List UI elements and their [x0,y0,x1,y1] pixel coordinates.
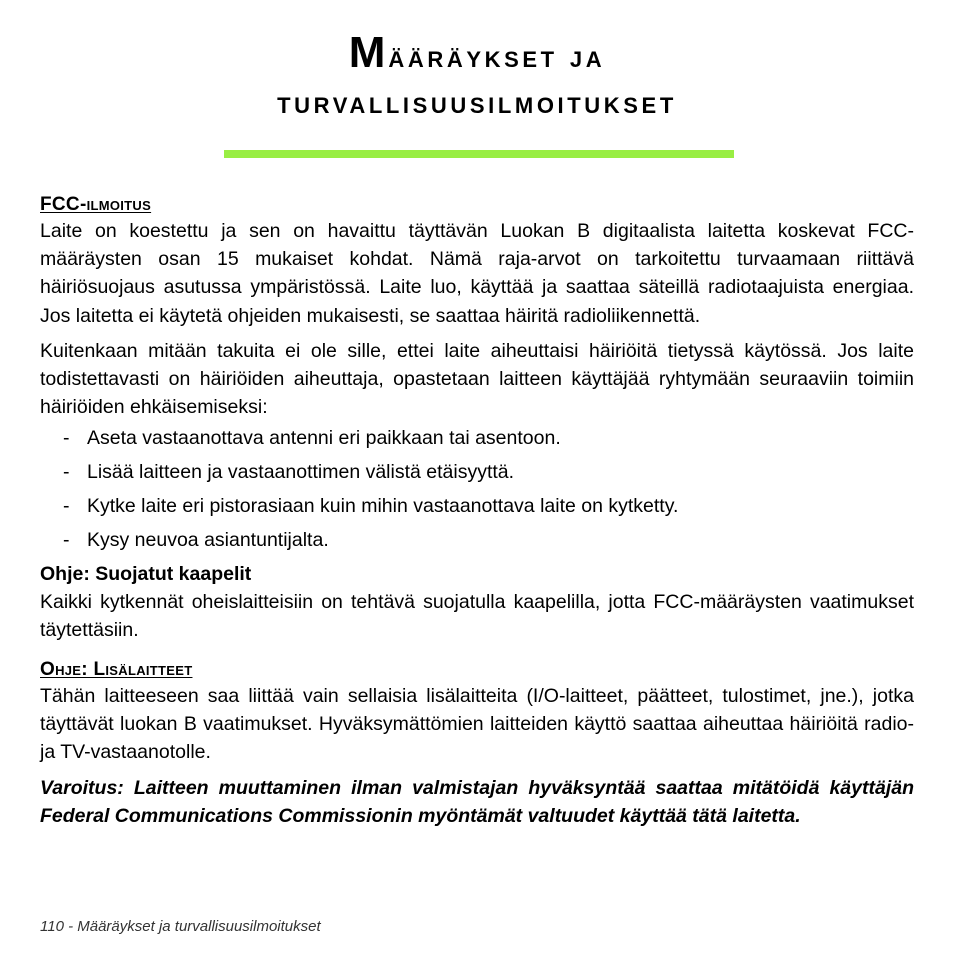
list-item [40,526,914,554]
list-item-text: Kytke laite eri pistorasiaan kuin mihin vastaanottava laite on kytketty. [87,495,679,518]
bullet-dash: - [63,461,70,484]
page-footer: 110 - Määräykset ja turvallisuusilmoitukset [40,918,321,935]
fcc-paragraph-3: Kaikki kytkennät oheislaitteisiin on tehtävä suojatulla kaapelilla, jotta FCC-määräysten vaatimukset täytettäsiin. [40,590,914,641]
bullet-dash: - [63,427,70,450]
list-item-text: Kysy neuvoa asiantuntijalta. [87,528,329,551]
list-item [40,458,914,486]
bullet-dash: - [63,495,70,518]
page-title-line-2: turvallisuusilmoitukset [277,85,677,120]
list-item-text: Aseta vastaanottava antenni eri paikkaan tai asentoon. [87,427,561,450]
list-item [40,424,914,452]
section-heading-peripherals: Ohje: Lisälaitteet [40,659,193,681]
title-accent-rule [224,150,734,158]
fcc-paragraph-2: Kuitenkaan mitään takuita ei ole sille, ettei laite aiheuttaisi häiriöitä tietyssä käytössä. Jos laite todistettavasti on häiriöiden aiheuttaja, opastetaan laitteen käyttäjää ryhtymään seuraaviin toimiin häiriöiden ehkäisemiseksi: [40,339,914,419]
fcc-paragraph-1: Laite on koestettu ja sen on havaittu täyttävän Luokan B digitaalista laitetta koskevat FCC-määräysten osan 15 mukaiset kohdat. Nämä raja-arvot on tarkoitettu turvaamaan riittävä häiriösuojaus asutussa ympäristössä. Laite luo, käyttää ja saattaa säteillä radiotaajuista energiaa. Jos laitetta ei käytetä ohjeiden mukaisesti, se saattaa häiritä radioliikennettä. [40,220,914,327]
section-heading-fcc: FCC-ilmoitus [40,194,152,215]
page-title-line-1: Määräykset ja [348,28,606,77]
document-page [40,0,914,830]
page-title [40,30,914,126]
list-item [40,492,914,520]
peripherals-paragraph: Tähän laitteeseen saa liittää vain sellaisia lisälaitteita (I/O-laitteet, päätteet, tulostimet, jne.), jotka täyttävät luokan B vaatimukset. Hyväksymättömien laitteiden käyttö saattaa aiheuttaa häiriöitä radio- ja TV-vastaanotolle. [40,685,914,764]
list-item-text: Lisää laitteen ja vastaanottimen välistä etäisyyttä. [87,461,515,484]
fcc-bullet-list [40,424,914,554]
bullet-dash: - [63,528,70,551]
warning-paragraph: Varoitus: Laitteen muuttaminen ilman valmistajan hyväksyntää saattaa mitätöidä käyttäjän Federal Communications Commissionin myöntämät valtuudet käyttää tätä laitetta. [40,776,914,827]
subheading-shielded-cables: Ohje: Suojatut kaapelit [40,562,252,585]
title-initial-letter: M [348,28,389,77]
